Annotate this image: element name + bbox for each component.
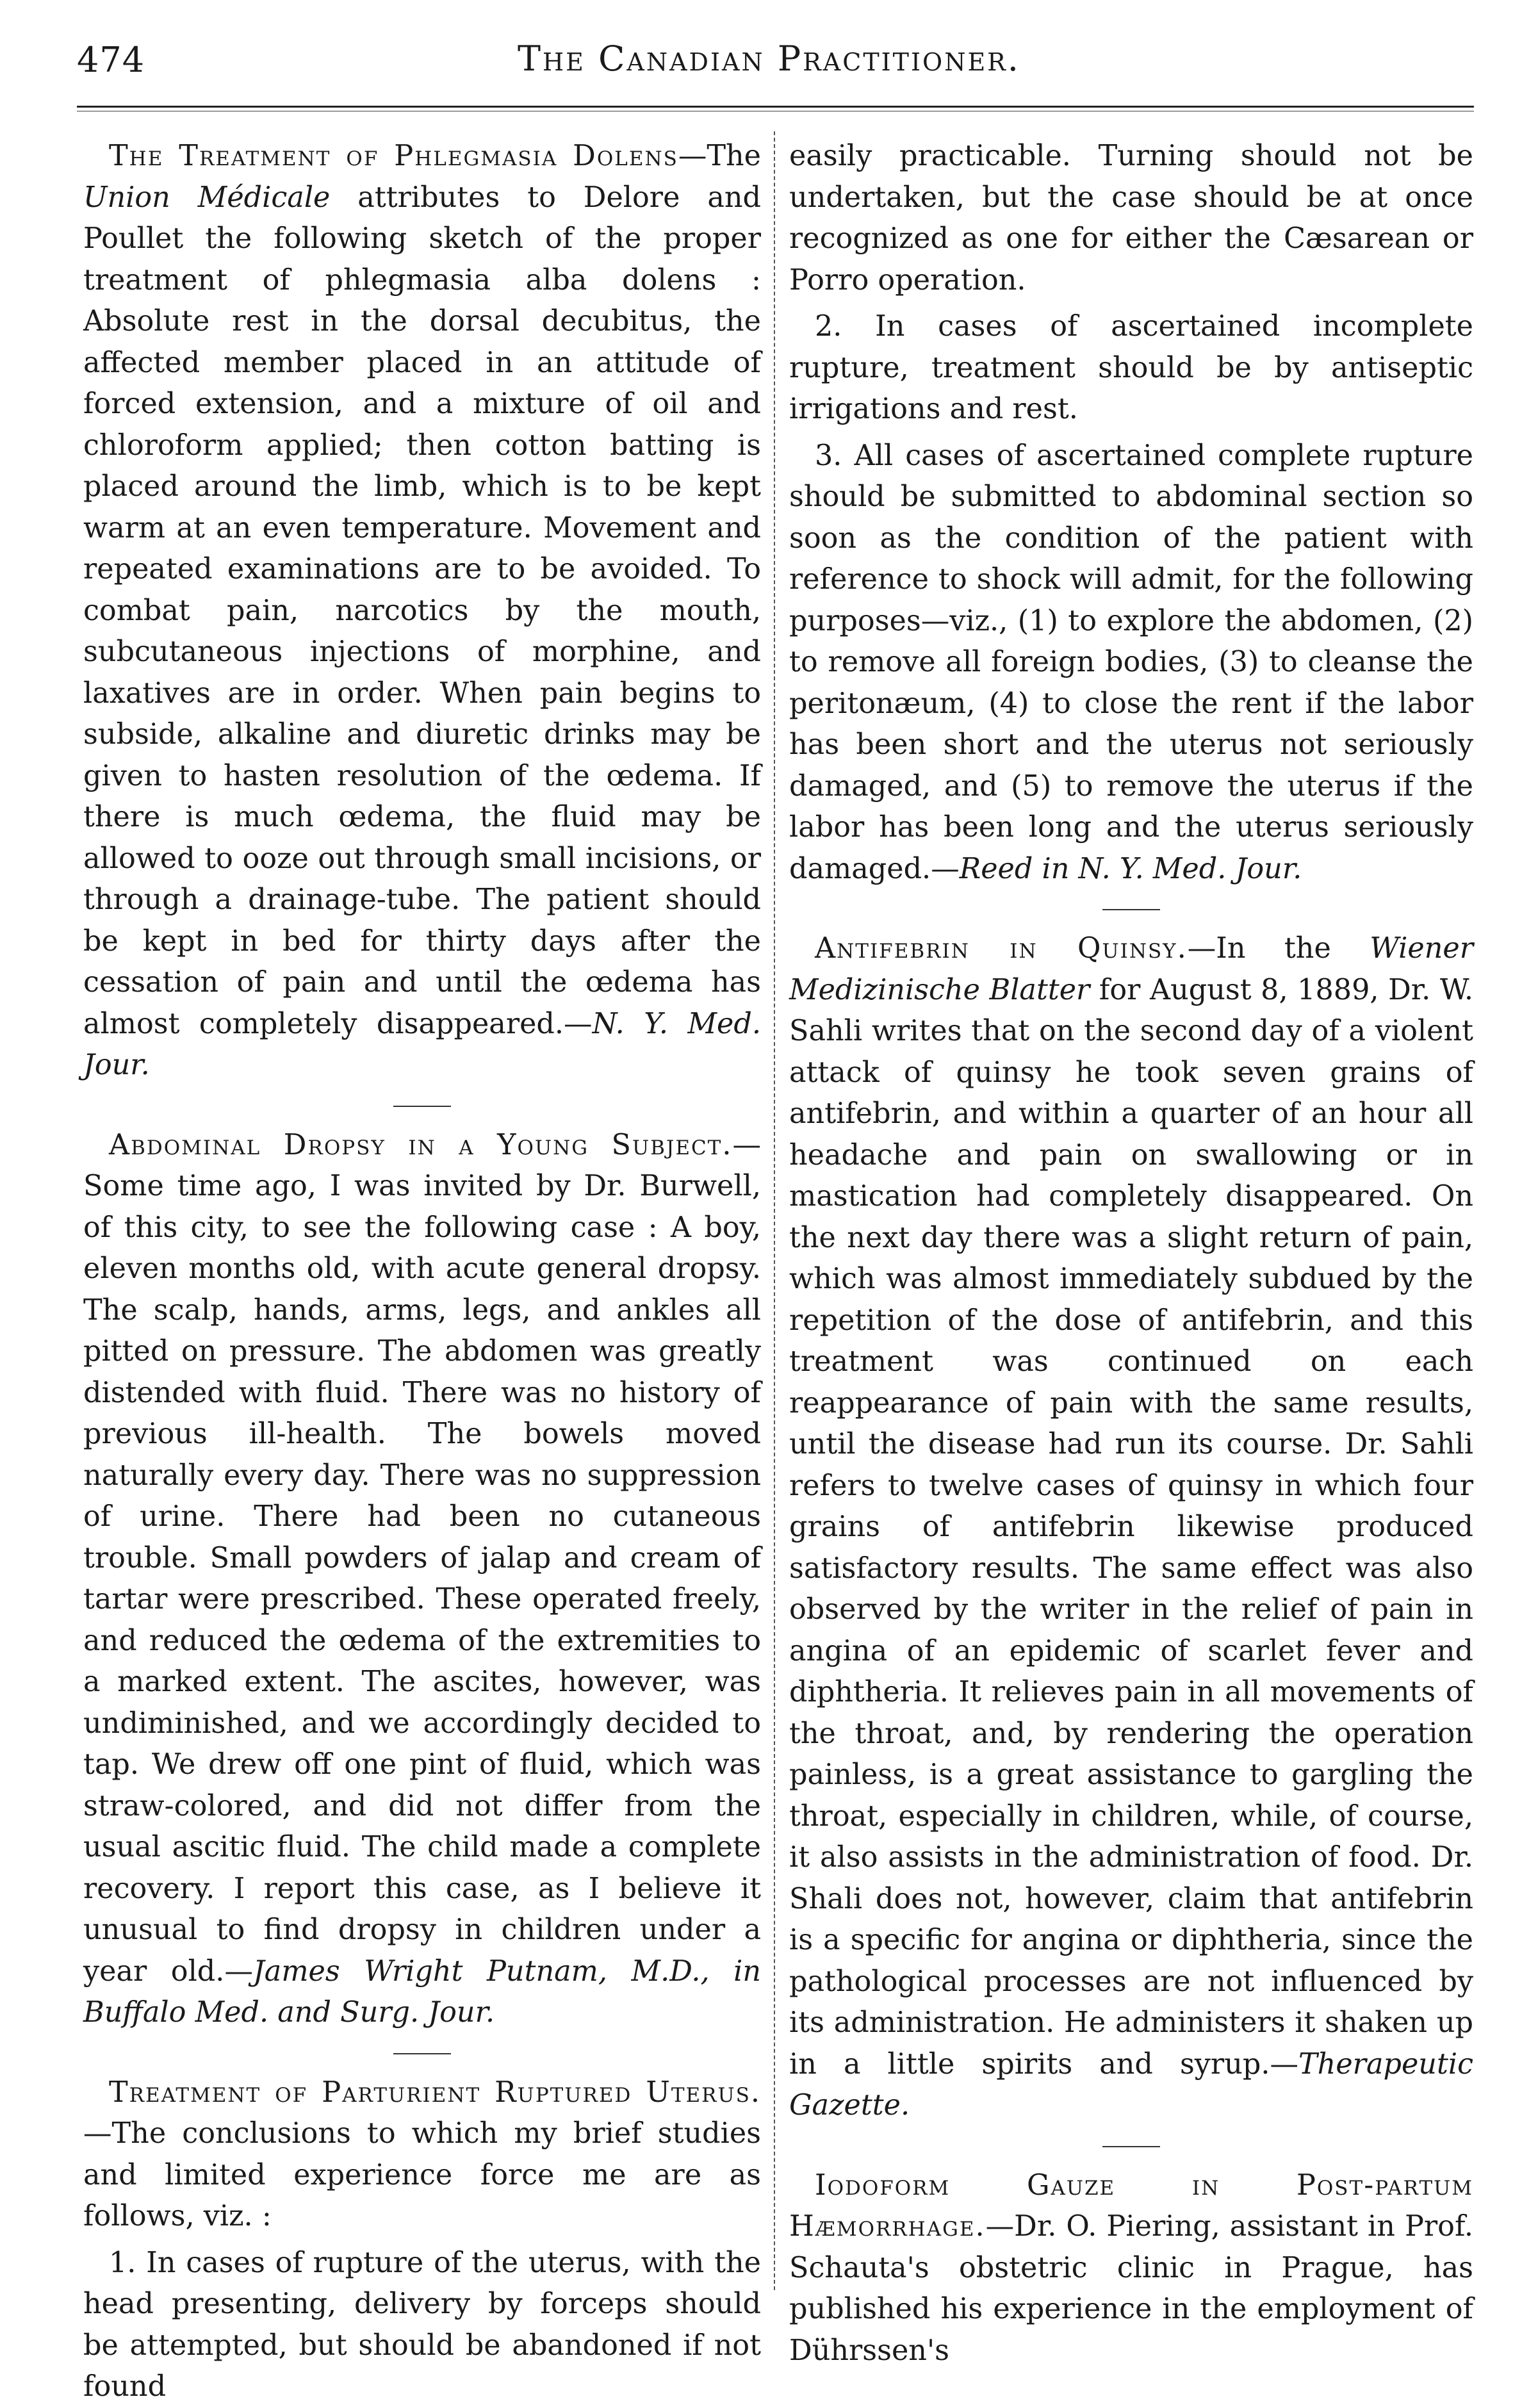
article-title: Abdominal Dropsy in a Young Subject. bbox=[109, 1128, 733, 1161]
article-continuation: easily practicable. Turning should not be undertaken, but the case should be at once recognized as one for either the Cæsarean or Porro operation. bbox=[789, 140, 1473, 297]
list-item bbox=[789, 436, 1473, 890]
article-source: N. Y. Med. Jour. bbox=[83, 1007, 761, 1081]
article-text: —In the bbox=[1187, 932, 1370, 965]
article-title: The Treatment of Phlegmasia Dolens bbox=[109, 140, 678, 172]
journal-name: Union Médicale bbox=[83, 181, 331, 214]
article-title: Treatment of Parturient Ruptured Uterus. bbox=[109, 2076, 761, 2109]
header-rule-thick bbox=[77, 106, 1474, 108]
article-source: Therapeutic Gazette. bbox=[789, 2047, 1473, 2122]
section-rule bbox=[393, 2053, 451, 2054]
article-title: Antifebrin in Quinsy. bbox=[815, 932, 1188, 965]
article-text: 3. All cases of ascertained complete rupture should be submitted to abdominal section so soon as the condition of the patient with reference to shock will admit, for the following purposes—viz., (1) to explore the abdomen, (2) to remove all foreign bodies, (3) to cleanse the peritonæum, (4) to close the rent if the labor has been short and the uterus not seriously damaged, and (5) to remove the uterus if the labor has been long and the uterus seriously damaged.— bbox=[789, 439, 1473, 885]
article-title: Iodoform Gauze in Post-partum Hæmorrhage. bbox=[789, 2168, 1473, 2243]
section-rule bbox=[393, 1106, 451, 1107]
list-item: 1. In cases of rupture of the uterus, with the head presenting, delivery by forceps should be attempted, but should be abandoned if not found bbox=[83, 2246, 761, 2403]
article-antifebrin bbox=[789, 928, 1473, 2127]
article-text: —Dr. O. Piering, assistant in Prof. Schauta's obstetric clinic in Prague, has published his experience in the employment of Dührssen's bbox=[789, 2210, 1473, 2367]
article-abdominal-dropsy bbox=[83, 1125, 761, 2034]
left-column bbox=[83, 136, 761, 2408]
running-head: The Canadian Practitioner. bbox=[518, 38, 1020, 79]
article-source: Reed in N. Y. Med. Jour. bbox=[959, 852, 1302, 885]
article-ruptured-uterus bbox=[83, 2072, 761, 2238]
article-text: —The bbox=[678, 140, 761, 172]
article-text: —The conclusions to which my brief studies and limited experience force me are as follows, viz. : bbox=[83, 2117, 761, 2232]
right-column bbox=[789, 136, 1473, 2371]
article-iodoform bbox=[789, 2165, 1473, 2372]
article-phlegmasia bbox=[83, 136, 761, 1086]
section-rule bbox=[1102, 2146, 1160, 2147]
journal-name: Wiener Medizinische Blatter bbox=[789, 932, 1473, 1006]
article-text: —Some time ago, I was invited by Dr. Burwell, of this city, to see the following case : A boy, eleven months old, with acute general dropsy. The scalp, hands, arms, legs, and ankles all pitted on pressure. The abdomen was greatly distended with fluid. There was no history of previous ill-health. The bowels moved naturally every day. There was no suppression of urine. There had been no cutaneous trouble. Small powders of jalap and cream of tartar were prescribed. These operated freely, and reduced the œdema of the extremities to a marked extent. The ascites, however, was undiminished, and we accordingly decided to tap. We drew off one pint of fluid, which was straw-colored, and did not differ from the usual ascitic fluid. The child made a complete recovery. I report this case, as I believe it unusual to find dropsy in children under a year old.— bbox=[83, 1128, 761, 1988]
section-rule bbox=[1102, 909, 1160, 910]
page-number: 474 bbox=[77, 40, 145, 80]
column-divider bbox=[774, 131, 775, 2290]
article-source: James Wright Putnam, M.D., in Buffalo Med. and Surg. Jour. bbox=[83, 1954, 762, 2029]
article-text: attributes to Delore and Poullet the following sketch of the proper treatment of phlegmasia alba dolens : Absolute rest in the dorsal decubitus, the affected member placed in an attitude of forced extension, and a mixture of oil and chloroform applied; then cotton batting is placed around the limb, which is to be kept warm at an even temperature. Movement and repeated examinations are to be avoided. To combat pain, narcotics by the mouth, subcutaneous injections of morphine, and laxatives are in order. When pain begins to subside, alkaline and diuretic drinks may be given to hasten resolution of the œdema. If there is much œdema, the fluid may be allowed to ooze out through small incisions, or through a drainage-tube. The patient should be kept in bed for thirty days after the cessation of pain and until the œdema has almost completely disappeared.— bbox=[83, 181, 761, 1040]
list-item: 2. In cases of ascertained incomplete rupture, treatment should be by antiseptic irrigations and rest. bbox=[789, 310, 1473, 425]
article-text: for August 8, 1889, Dr. W. Sahli writes that on the second day of a violent attack of quinsy he took seven grains of antifebrin, and within a quarter of an hour all headache and pain on swallowing or in mastication had completely disappeared. On the next day there was a slight return of pain, which was almost immediately subdued by the repetition of the dose of antifebrin, and this treatment was continued on each reappearance of pain with the same results, until the disease had run its course. Dr. Sahli refers to twelve cases of quinsy in which four grains of antifebrin likewise produced satisfactory results. The same effect was also observed by the writer in the relief of pain in angina of an epidemic of scarlet fever and diphtheria. It relieves pain in all movements of the throat, and, by rendering the operation painless, is a great assistance to gargling the throat, especially in children, while, of course, it also assists in the administration of food. Dr. Shali does not, however, claim that antifebrin is a specific for angina or diphtheria, since the pathological processes are not influenced by its administration. He administers it shaken up in a little spirits and syrup.— bbox=[789, 973, 1473, 2081]
